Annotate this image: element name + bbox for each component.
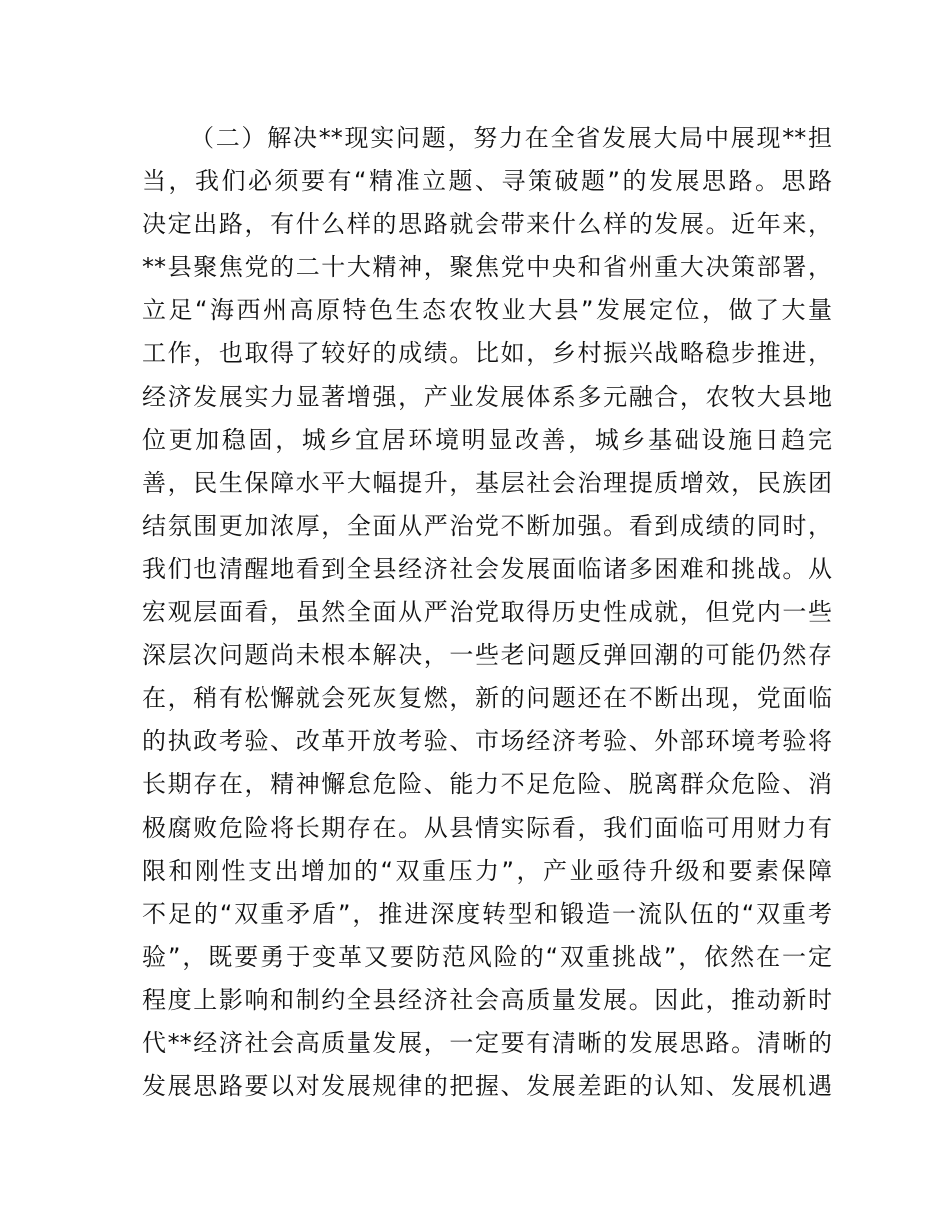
text-line-20: 验”，既要勇于变革又要防范风险的“双重挑战”，依然在一定	[142, 942, 832, 971]
text-line-13: 深层次问题尚未根本解决，一些老问题反弹回潮的可能仍然存	[142, 641, 832, 670]
text-line-8: 位更加稳固，城乡宜居环境明显改善，城乡基础设施日趋完	[142, 425, 832, 454]
text-line-6: 工作，也取得了较好的成绩。比如，乡村振兴战略稳步推进，	[142, 339, 832, 368]
text-line-16: 长期存在，精神懈怠危险、能力不足危险、脱离群众危险、消	[142, 770, 832, 799]
text-line-19: 不足的“双重矛盾”，推进深度转型和锻造一流队伍的“双重考	[142, 899, 832, 928]
text-line-18: 限和刚性支出增加的“双重压力”，产业亟待升级和要素保障	[142, 856, 832, 885]
text-line-2: 当，我们必须要有“精准立题、寻策破题”的发展思路。思路	[142, 167, 832, 196]
text-line-3: 决定出路，有什么样的思路就会带来什么样的发展。近年来，	[142, 210, 832, 239]
text-line-1: （二）解决**现实问题，努力在全省发展大局中展现**担	[190, 124, 832, 152]
text-line-14: 在，稍有松懈就会死灰复燃，新的问题还在不断出现，党面临	[142, 684, 832, 713]
text-line-9: 善，民生保障水平大幅提升，基层社会治理提质增效，民族团	[142, 468, 832, 497]
text-line-17: 极腐败危险将长期存在。从县情实际看，我们面临可用财力有	[142, 813, 832, 842]
text-line-10: 结氛围更加浓厚，全面从严治党不断加强。看到成绩的同时，	[142, 511, 832, 540]
text-line-4: **县聚焦党的二十大精神，聚焦党中央和省州重大决策部署，	[142, 253, 832, 282]
text-line-7: 经济发展实力显著增强，产业发展体系多元融合，农牧大县地	[142, 382, 832, 411]
body-paragraph	[142, 117, 832, 1108]
text-line-21: 程度上影响和制约全县经济社会高质量发展。因此，推动新时	[142, 985, 832, 1014]
text-line-15: 的执政考验、改革开放考验、市场经济考验、外部环境考验将	[142, 727, 832, 756]
text-line-12: 宏观层面看，虽然全面从严治党取得历史性成就，但党内一些	[142, 598, 832, 627]
text-line-11: 我们也清醒地看到全县经济社会发展面临诸多困难和挑战。从	[142, 554, 832, 583]
text-line-23: 发展思路要以对发展规律的把握、发展差距的认知、发展机遇	[142, 1072, 832, 1101]
text-line-22: 代**经济社会高质量发展，一定要有清晰的发展思路。清晰的	[142, 1028, 832, 1057]
text-line-5: 立足“海西州高原特色生态农牧业大县”发展定位，做了大量	[142, 296, 832, 325]
